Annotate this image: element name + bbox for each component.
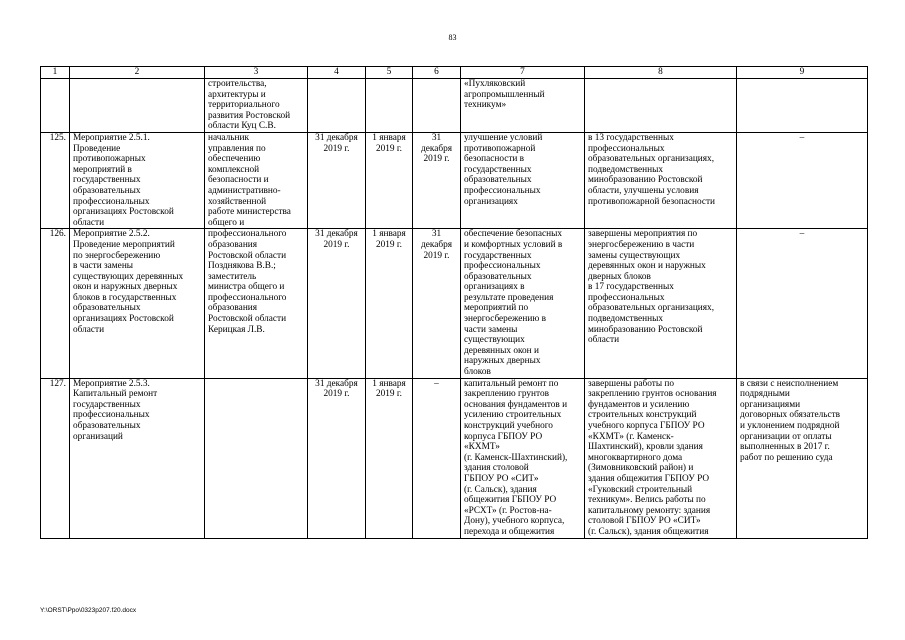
column-header: 6 [413,67,461,79]
responsible-text: начальник управления по обеспечению комплексной безопасности и административно- хозяйственной работе министерства общего и [208,132,291,228]
actual-end-cell [413,229,461,378]
event-text: Мероприятие 2.5.2. Проведение мероприятий по энергосбережению в части замены существующих деревянных окон и наружных дверных блоков в государственных образовательных организациях Ростовской области [73,229,184,335]
reasons-cell [737,378,868,538]
reasons-text: в связи с неисполнением подрядными организациями договорных обязательств и уклонением подрядной организации от оплаты выполненных в 2017 г. работ по решению суда [740,378,841,463]
planned-date: 31 декабря 2019 г. [315,132,358,154]
responsible-cell [205,378,308,538]
reasons-cell [737,132,868,228]
planned-date-cell [308,229,366,378]
actual-start-cell [366,229,413,378]
actual-end-cell [413,132,461,228]
table-row [41,229,868,378]
reasons-text: – [799,132,805,143]
event-cell [70,378,205,538]
row-number: 126. [41,229,70,378]
actual-start-cell [366,132,413,228]
expected-result-cell [461,378,585,538]
responsible-text: профессионального образования Ростовской области Позднякова В.В.; заместитель министра общего и профессионального образования Ростовской области Керицкая Л.В. [208,229,287,335]
column-header: 8 [585,67,737,79]
column-header: 1 [41,67,70,79]
actual-start: 1 января 2019 г. [372,132,406,154]
responsible-text: строительства, архитектуры и территориального развития Ростовской области Куц С.В. [208,79,291,132]
continued-row [41,79,868,133]
column-header: 7 [461,67,585,79]
page-number: 83 [448,33,457,42]
expected-result-text: улучшение условий противопожарной безопасности в государственных образовательных профессиональных организациях [464,132,543,207]
column-header: 2 [70,67,205,79]
planned-date-cell [308,132,366,228]
actual-result-text: завершены работы по закреплению грунтов основания фундаментов и усилению строительных конструкций учебного корпуса ГБПОУ РО «КХМТ» (г. Каменск- Шахтинский), кровли здания многоквартирного дома (Зимовниковский район) и здания общежития ГБПОУ РО «Гуковский строительный техникум». Велись работы по капитальному ремонту: здания столовой ГБПОУ РО «СИТ» (г. Сальск), здания общежития [588,378,717,537]
column-header: 4 [308,67,366,79]
actual-start-cell [366,378,413,538]
row-number: 125. [41,132,70,228]
expected-result-text: капитальный ремонт по закреплению грунтов основания фундаментов и усилению строительных конструкций учебного корпуса ГБПОУ РО «КХМТ» (г. Каменск-Шахтинский), здания столовой ГБПОУ РО «СИТ» (г. Сальск), здания общежития ГБПОУ РО «РСХТ» (г. Ростов-на- Дону), учебного корпуса, перехода и общежития [464,378,568,537]
event-cell [70,229,205,378]
row-number: 127. [41,378,70,538]
expected-result-cell [461,229,585,378]
footer-file-path: Y:\ORST\Ppo\0323p207.f20.docx [40,607,137,614]
header-row [41,67,868,79]
column-header: 3 [205,67,308,79]
event-text: Мероприятие 2.5.3. Капитальный ремонт государственных профессиональных образовательных организаций [73,378,158,442]
actual-end-cell [413,378,461,538]
table-row [41,378,868,538]
expected-result-cell [461,79,585,133]
column-header: 9 [737,67,868,79]
actual-result-cell [585,378,737,538]
expected-result-text: «Пухляковский агропромышленный техникум» [464,79,545,111]
actual-result-cell [585,132,737,228]
actual-end: 31 декабря 2019 г. [420,132,452,165]
expected-result-text: обеспечение безопасных и комфортных условий в государственных профессиональных образовательных организациях в результате проведения мероприятий по энергосбережению в части замены существующих деревянных окон и наружных дверных блоков [464,229,563,378]
actual-end: 31 декабря 2019 г. [420,229,452,261]
actual-result-text: завершены мероприятия по энергосбережению в части замены существующих деревянных окон и наружных дверных блоков в 17 государственных профессиональных образовательных организациях, подведомственных минобразованию Ростовской области [588,229,715,346]
column-header: 5 [366,67,413,79]
actual-start: 1 января 2019 г. [372,229,406,250]
event-cell [70,132,205,228]
expected-result-cell [461,132,585,228]
actual-result-text: в 13 государственных профессиональных образовательных организациях, подведомственных минобразованию Ростовской области, улучшены условия противопожарной безопасности [588,132,716,207]
responsible-cell [205,132,308,228]
actual-end: – [434,378,439,389]
table-row [41,132,868,228]
event-text: Мероприятие 2.5.1. Проведение противопожарных мероприятий в государственных образовательных профессиональных организациях Ростовской области [73,132,174,228]
actual-result-cell [585,229,737,378]
planned-date: 31 декабря 2019 г. [315,378,358,400]
report-table [40,66,868,539]
actual-start: 1 января 2019 г. [372,378,406,400]
responsible-cell [205,79,308,133]
reasons-text: – [799,229,805,240]
planned-date: 31 декабря 2019 г. [315,229,358,250]
responsible-cell [205,229,308,378]
planned-date-cell [308,378,366,538]
reasons-cell [737,229,868,378]
